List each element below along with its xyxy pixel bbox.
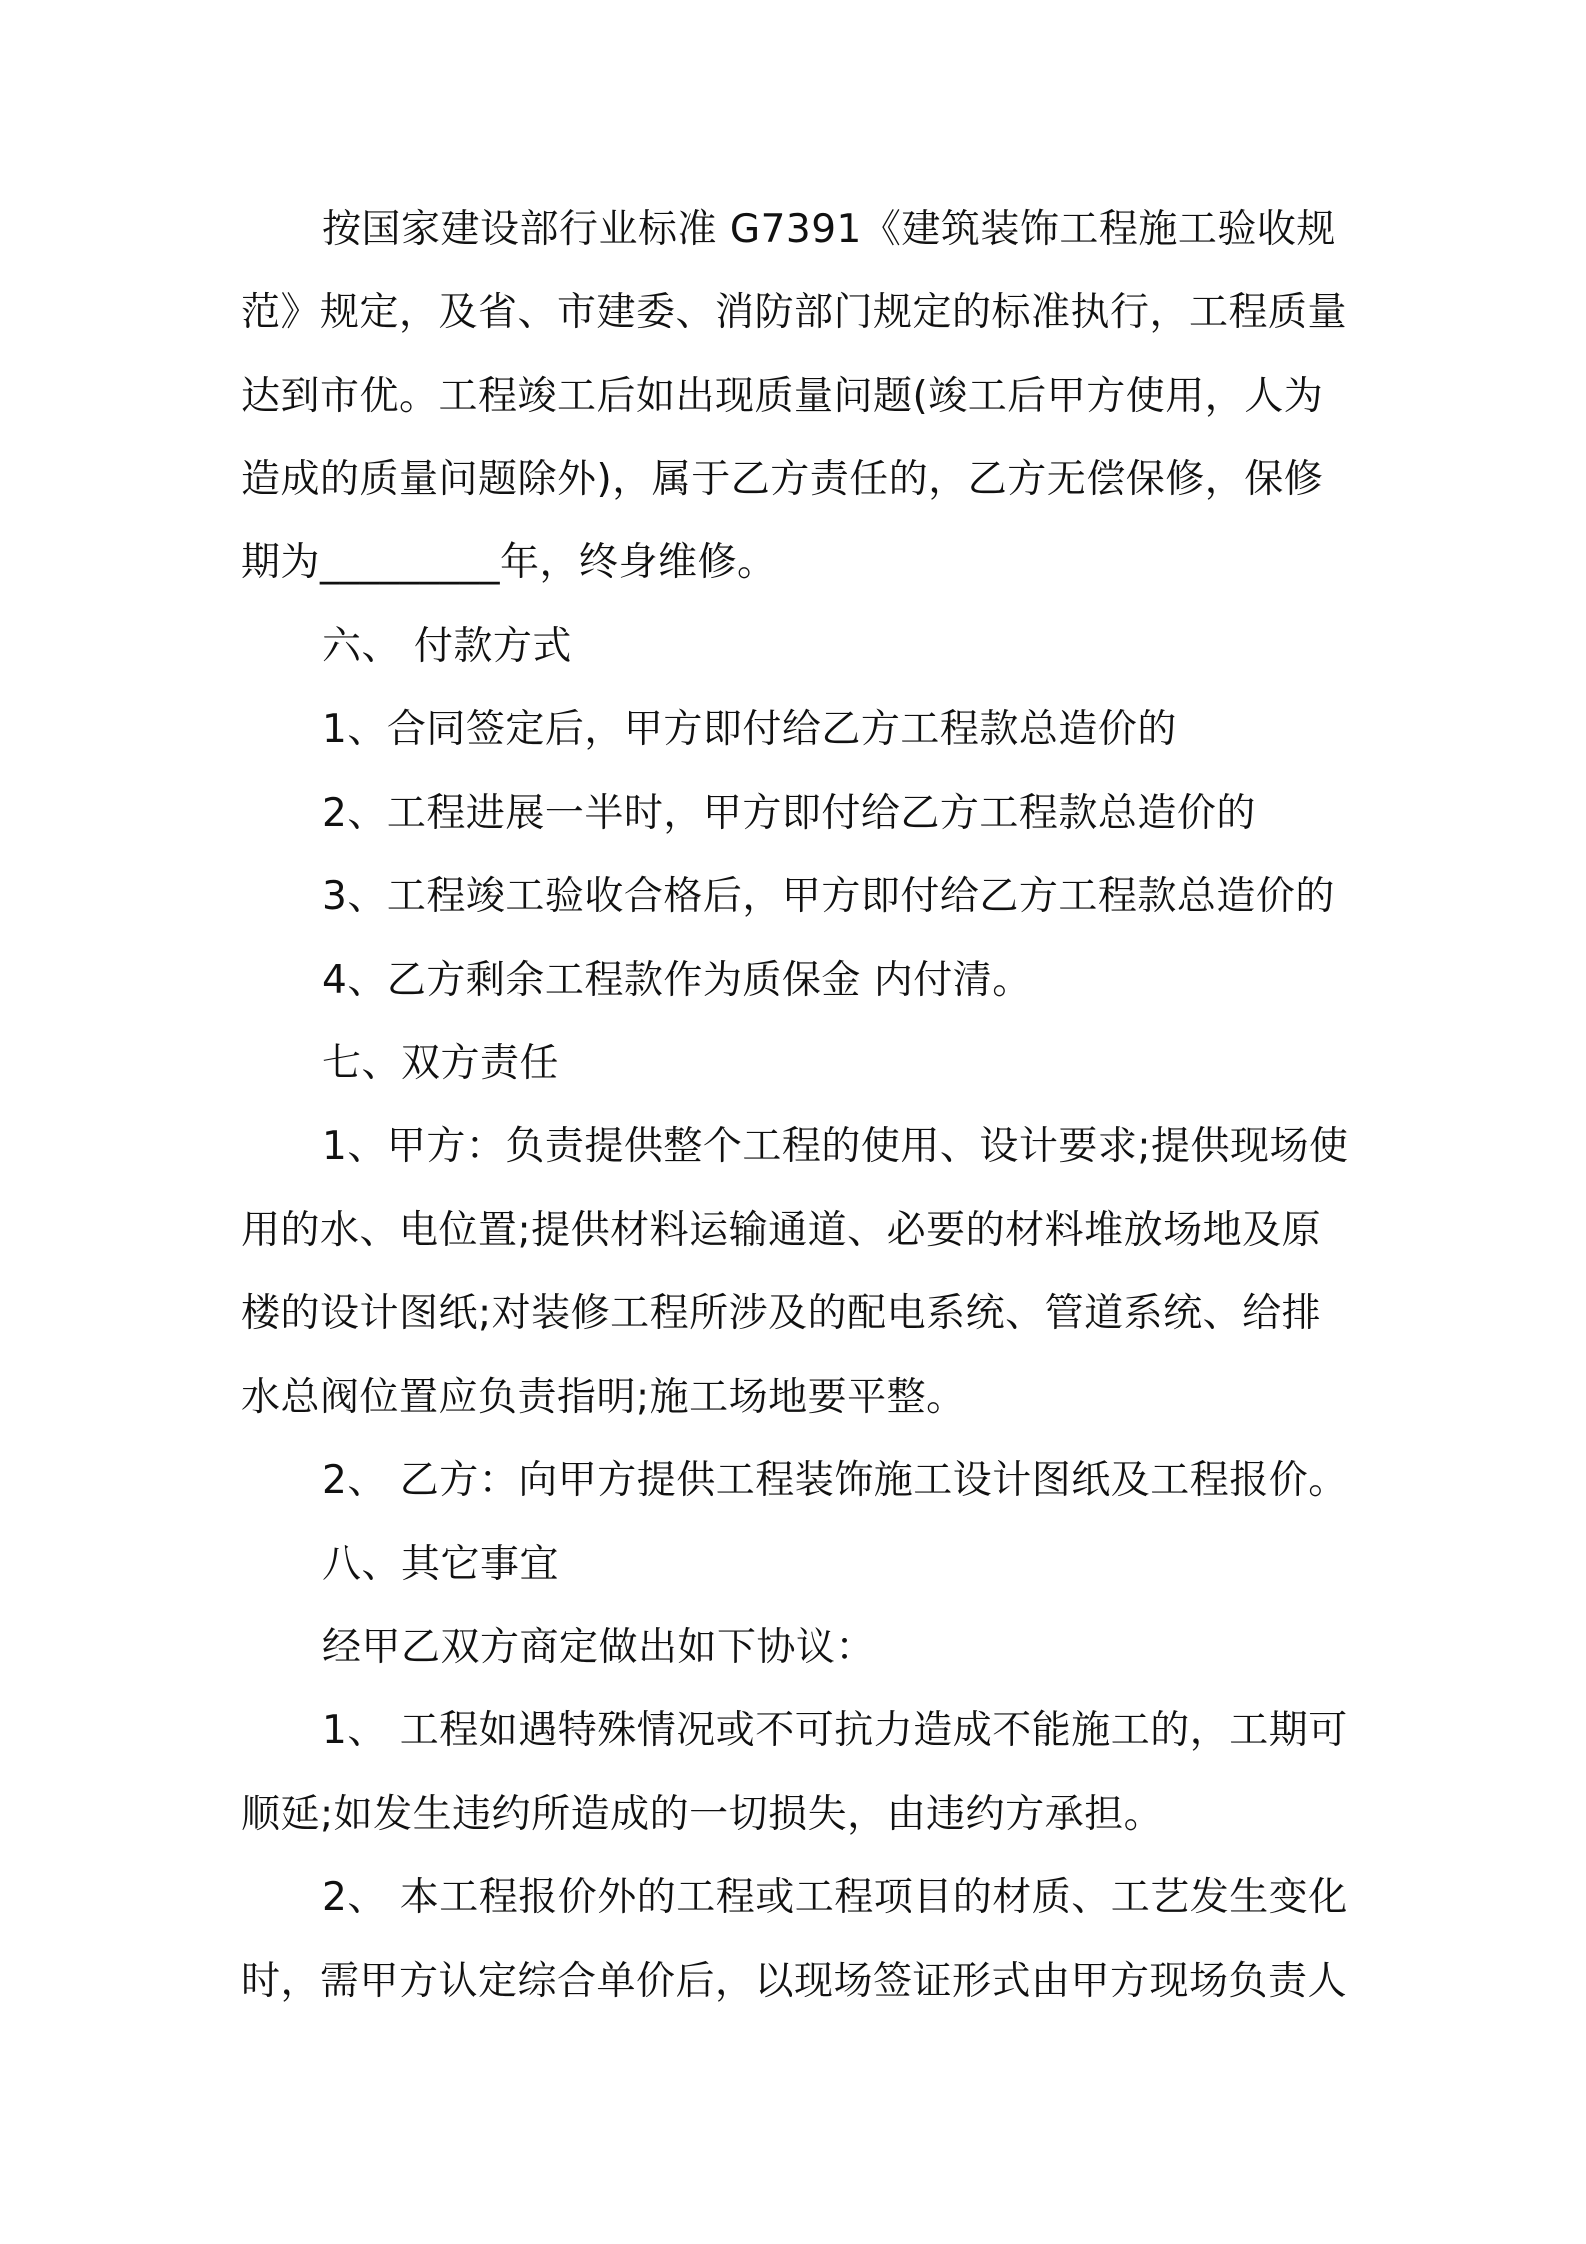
text-line: 期为_________年，终身维修。 [241,540,777,585]
text-line: 时，需甲方认定综合单价后，以现场签证形式由甲方现场负责人 [241,1959,1348,2004]
text-line: 顺延;如发生违约所造成的一切损失，由违约方承担。 [241,1792,1164,1837]
text-line: 用的水、电位置;提供材料运输通道、必要的材料堆放场地及原 [241,1208,1322,1253]
text-line: 水总阀位置应负责指明;施工场地要平整。 [241,1375,966,1420]
text-line: 2、 乙方：向甲方提供工程装饰施工设计图纸及工程报价。 [322,1458,1348,1503]
text-line: 1、甲方：负责提供整个工程的使用、设计要求;提供现场使 [322,1124,1349,1169]
text-line: 2、工程进展一半时，甲方即付给乙方工程款总造价的 [322,791,1256,836]
text-line: 经甲乙双方商定做出如下协议： [322,1625,876,1670]
text-line: 1、合同签定后，甲方即付给乙方工程款总造价的 [322,707,1177,752]
text-line: 楼的设计图纸;对装修工程所涉及的配电系统、管道系统、给排 [241,1291,1322,1336]
section-heading: 七、双方责任 [322,1041,560,1086]
text-line: 造成的质量问题除外)，属于乙方责任的，乙方无偿保修，保修 [241,457,1324,502]
text-line: 4、乙方剩余工程款作为质保金 内付清。 [322,958,1032,1003]
text-line: 按国家建设部行业标准 G7391《建筑装饰工程施工验收规 [322,207,1336,252]
section-heading: 六、 付款方式 [322,624,572,669]
section-heading: 八、其它事宜 [322,1542,560,1587]
text-line: 范》规定，及省、市建委、消防部门规定的标准执行，工程质量 [241,290,1348,335]
text-line: 2、 本工程报价外的工程或工程项目的材质、工艺发生变化 [322,1875,1348,1920]
text-line: 3、工程竣工验收合格后，甲方即付给乙方工程款总造价的 [322,874,1335,919]
text-line: 1、 工程如遇特殊情况或不可抗力造成不能施工的，工期可 [322,1708,1348,1753]
text-line: 达到市优。工程竣工后如出现质量问题(竣工后甲方使用，人为 [241,374,1324,419]
